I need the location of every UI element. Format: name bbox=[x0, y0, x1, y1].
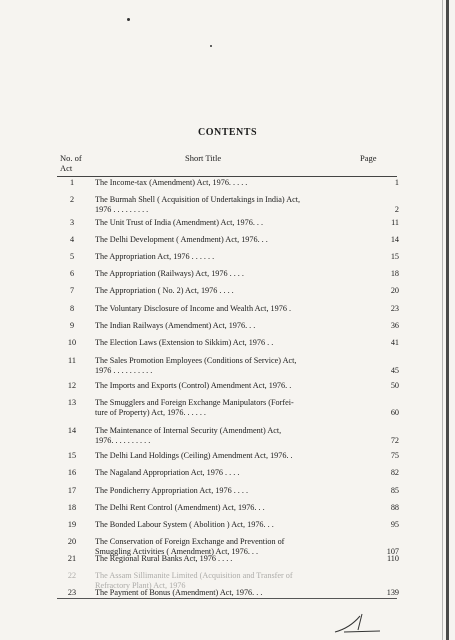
header-rule bbox=[57, 176, 397, 177]
page-number: 15 bbox=[390, 252, 399, 261]
page-number: 1 bbox=[394, 178, 399, 187]
page-number: 139 bbox=[386, 588, 399, 597]
act-title: The Appropriation (Railways) Act, 1976 . . . . bbox=[95, 269, 244, 278]
page-number: 14 bbox=[390, 235, 399, 244]
page-number: 11 bbox=[391, 218, 399, 227]
act-title: The Pondicherry Appropriation Act, 1976 . . . . bbox=[95, 486, 249, 495]
pen-mark bbox=[330, 610, 390, 635]
act-number: 8 bbox=[69, 304, 75, 313]
page-number: 82 bbox=[390, 468, 399, 477]
page-number: 23 bbox=[390, 304, 399, 313]
page-number: 75 bbox=[390, 451, 399, 460]
act-number: 4 bbox=[69, 235, 75, 244]
page-number: 72 bbox=[390, 436, 399, 445]
act-number: 17 bbox=[67, 486, 77, 495]
act-number: 23 bbox=[67, 588, 77, 597]
act-title: The Election Laws (Extension to Sikkim) Act, 1976 . . bbox=[95, 338, 274, 347]
act-title: The Nagaland Appropriation Act, 1976 . . . . bbox=[95, 468, 240, 477]
act-number: 11 bbox=[68, 356, 76, 365]
act-title: The Payment of Bonus (Amendment) Act, 1976. . . bbox=[95, 588, 263, 597]
act-number: 12 bbox=[67, 381, 77, 390]
page-number: 2 bbox=[394, 205, 399, 214]
act-title: The Delhi Land Holdings (Ceiling) Amendment Act, 1976. . bbox=[95, 451, 293, 460]
act-number: 13 bbox=[67, 398, 77, 407]
page-number: 45 bbox=[390, 366, 399, 375]
act-title: The Delhi Rent Control (Amendment) Act, 1976. . . bbox=[95, 503, 265, 512]
page-number: 20 bbox=[390, 286, 399, 295]
act-number: 7 bbox=[69, 286, 75, 295]
act-number: 5 bbox=[69, 252, 75, 261]
scan-speck bbox=[127, 18, 130, 21]
page-title: CONTENTS bbox=[197, 127, 257, 138]
act-title: The Delhi Development ( Amendment) Act, 1976. . . bbox=[95, 235, 268, 244]
header-page: Page bbox=[360, 153, 377, 163]
act-number: 6 bbox=[69, 269, 75, 278]
act-number: 16 bbox=[67, 468, 77, 477]
act-title: The Voluntary Disclosure of Income and Wealth Act, 1976 . bbox=[95, 304, 292, 313]
page-number: 50 bbox=[390, 381, 399, 390]
page-number: 18 bbox=[390, 269, 399, 278]
page-number: 60 bbox=[390, 408, 399, 417]
act-title: The Imports and Exports (Control) Amendment Act, 1976. . bbox=[95, 381, 292, 390]
act-title: The Bonded Labour System ( Abolition ) Act, 1976. . . bbox=[95, 520, 274, 529]
act-title: The Indian Railways (Amendment) Act, 1976. . . bbox=[95, 321, 256, 330]
footer-rule bbox=[57, 598, 397, 599]
act-title: The Income-tax (Amendment) Act, 1976. . . . . bbox=[95, 178, 248, 187]
act-number: 14 bbox=[67, 426, 77, 435]
act-number: 22 bbox=[67, 571, 77, 580]
act-title: The Sales Promotion Employees (Conditions of Service) Act, 1976 . . . . . . . . . . bbox=[95, 356, 297, 375]
act-number: 21 bbox=[67, 554, 77, 563]
act-number: 20 bbox=[67, 537, 77, 546]
page-number: 36 bbox=[390, 321, 399, 330]
act-number: 15 bbox=[67, 451, 77, 460]
act-title: The Maintenance of Internal Security (Amendment) Act, 1976. . . . . . . . . . bbox=[95, 426, 282, 445]
page-number: 88 bbox=[390, 503, 399, 512]
scan-speck bbox=[210, 45, 212, 47]
page-number: 41 bbox=[390, 338, 399, 347]
act-number: 2 bbox=[69, 195, 75, 204]
page-edge-line bbox=[442, 0, 443, 640]
act-number: 10 bbox=[67, 338, 77, 347]
act-title: The Burmah Shell ( Acquisition of Undertakings in India) Act, 1976 . . . . . . . . . bbox=[95, 195, 301, 214]
act-number: 1 bbox=[69, 178, 75, 187]
header-short-title: Short Title bbox=[185, 153, 222, 163]
act-title: The Appropriation ( No. 2) Act, 1976 . . . . bbox=[95, 286, 234, 295]
act-number: 19 bbox=[67, 520, 77, 529]
act-title: The Unit Trust of India (Amendment) Act, 1976. . . bbox=[95, 218, 264, 227]
act-title: The Regional Rural Banks Act, 1976 . . . . bbox=[95, 554, 233, 563]
page-number: 107 bbox=[386, 547, 399, 556]
act-number: 18 bbox=[67, 503, 77, 512]
act-number: 9 bbox=[69, 321, 75, 330]
page-number: 110 bbox=[387, 554, 399, 563]
act-title: The Smugglers and Foreign Exchange Manipulators (Forfei- ture of Property) Act, 1976. . . . . . bbox=[95, 398, 294, 417]
act-title: The Conservation of Foreign Exchange and Prevention of Smuggling Activities ( Amendment) Act, 1976. . . bbox=[95, 537, 285, 556]
page-edge-shadow bbox=[446, 0, 449, 640]
page-number: 95 bbox=[390, 520, 399, 529]
act-number: 3 bbox=[69, 218, 75, 227]
act-title: The Assam Sillimanite Limited (Acquisition and Transfer of Refractory Plant) Act, 1976 bbox=[95, 571, 293, 590]
header-act-number: No. of Act bbox=[60, 153, 82, 173]
act-title: The Appropriation Act, 1976 . . . . . . bbox=[95, 252, 215, 261]
page-number: 85 bbox=[390, 486, 399, 495]
